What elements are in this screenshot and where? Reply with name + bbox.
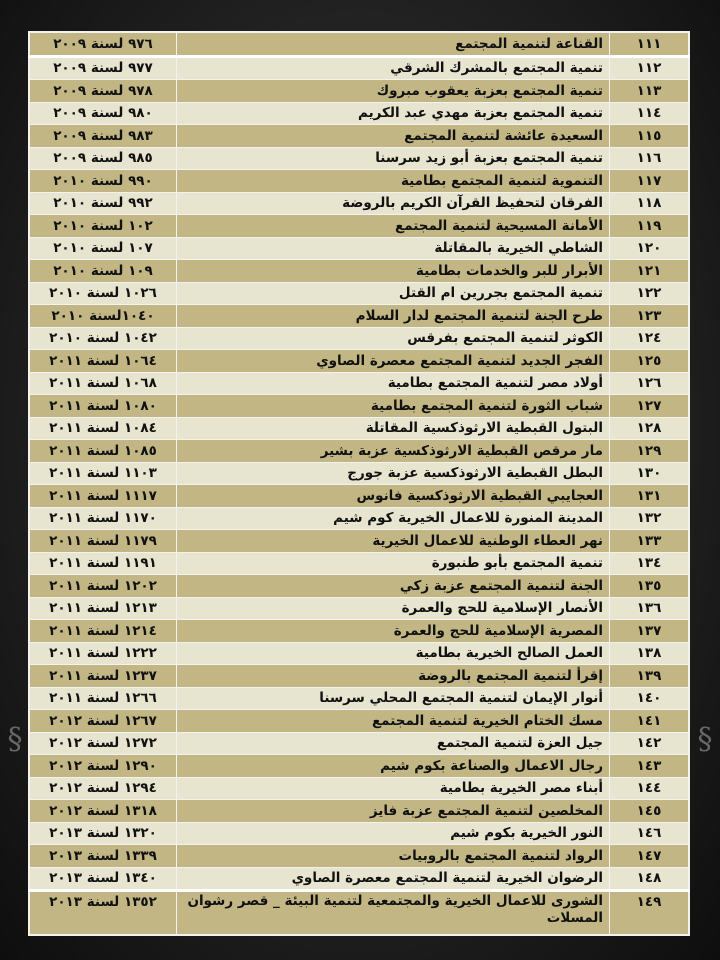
table-row — [29, 642, 689, 665]
row-number-cell: ١١٧ — [610, 170, 690, 193]
table-row — [29, 237, 689, 260]
table-row — [29, 372, 689, 395]
registration-cell: ٩٩٠ لسنة ٢٠١٠ — [29, 170, 177, 193]
association-name-cell: الشورى للاعمال الخيرية والمجتمعية لتنمية البيئة _ قصر رشوان المسلات — [177, 891, 610, 936]
table-row — [29, 507, 689, 530]
registration-cell: ١٢٦٦ لسنة ٢٠١١ — [29, 687, 177, 710]
row-number-cell: ١٢٢ — [610, 282, 690, 305]
registration-cell: ١٠٢ لسنة ٢٠١٠ — [29, 215, 177, 238]
association-name-cell: الشاطي الخيرية بالمقاتلة — [177, 237, 610, 260]
right-scroll-ornament: § — [697, 722, 713, 757]
registration-cell: ١١١٧ لسنة ٢٠١١ — [29, 485, 177, 508]
association-name-cell: أولاد مصر لتنمية المجتمع بطامية — [177, 372, 610, 395]
row-number-cell: ١٤٢ — [610, 732, 690, 755]
registration-cell: ١١٠٣ لسنة ٢٠١١ — [29, 462, 177, 485]
registration-cell: ١٢١٣ لسنة ٢٠١١ — [29, 597, 177, 620]
row-number-cell: ١٤٣ — [610, 755, 690, 778]
registration-cell: ١٢٦٧ لسنة ٢٠١٢ — [29, 710, 177, 733]
table-row — [29, 800, 689, 823]
association-name-cell: تنمية المجتمع بالمشرك الشرقي — [177, 56, 610, 80]
registration-cell: ١٢٧٢ لسنة ٢٠١٢ — [29, 732, 177, 755]
association-name-cell: الكوثر لتنمية المجتمع بفرقس — [177, 327, 610, 350]
row-number-cell: ١٣١ — [610, 485, 690, 508]
registration-cell: ١٢٩٤ لسنة ٢٠١٢ — [29, 777, 177, 800]
row-number-cell: ١٢٣ — [610, 305, 690, 328]
association-name-cell: طرح الجنة لتنمية المجتمع لدار السلام — [177, 305, 610, 328]
registration-cell: ١٢١٤ لسنة ٢٠١١ — [29, 620, 177, 643]
row-number-cell: ١٣٧ — [610, 620, 690, 643]
association-name-cell: تنمية المجتمع بعزبة مهدي عبد الكريم — [177, 102, 610, 125]
table-row — [29, 687, 689, 710]
table-row — [29, 597, 689, 620]
row-number-cell: ١٣٥ — [610, 575, 690, 598]
table-row — [29, 485, 689, 508]
table-row — [29, 147, 689, 170]
registration-cell: ١٠٧ لسنة ٢٠١٠ — [29, 237, 177, 260]
row-number-cell: ١٣٨ — [610, 642, 690, 665]
row-number-cell: ١١٥ — [610, 125, 690, 148]
table-row — [29, 620, 689, 643]
row-number-cell: ١٢٥ — [610, 350, 690, 373]
association-name-cell: الأمانة المسيحية لتنمية المجتمع — [177, 215, 610, 238]
association-name-cell: أنوار الإيمان لتنمية المجتمع المحلي سرسنا — [177, 687, 610, 710]
row-number-cell: ١٣٣ — [610, 530, 690, 553]
row-number-cell: ١٣٤ — [610, 552, 690, 575]
row-number-cell: ١٣٦ — [610, 597, 690, 620]
table-row — [29, 552, 689, 575]
association-name-cell: الأبرار للبر والخدمات بطامية — [177, 260, 610, 283]
table-row — [29, 282, 689, 305]
registration-cell: ١٠٢٦ لسنة ٢٠١٠ — [29, 282, 177, 305]
row-number-cell: ١٢٠ — [610, 237, 690, 260]
registration-cell: ١٠٨٠ لسنة ٢٠١١ — [29, 395, 177, 418]
table-row — [29, 102, 689, 125]
registration-cell: ١٠٦٤ لسنة ٢٠١١ — [29, 350, 177, 373]
row-number-cell: ١٢٨ — [610, 417, 690, 440]
association-name-cell: النور الخيرية بكوم شيم — [177, 822, 610, 845]
registration-cell: ١٣٣٩ لسنة ٢٠١٣ — [29, 845, 177, 868]
association-name-cell: الفرقان لتحفيظ القرآن الكريم بالروضة — [177, 192, 610, 215]
table-row — [29, 845, 689, 868]
row-number-cell: ١٢٧ — [610, 395, 690, 418]
table-row — [29, 755, 689, 778]
registration-cell: ١٢٠٢ لسنة ٢٠١١ — [29, 575, 177, 598]
association-name-cell: البطل القبطية الارثوذكسية عزبة جورج — [177, 462, 610, 485]
registration-cell: ٩٨٠ لسنة ٢٠٠٩ — [29, 102, 177, 125]
table-row — [29, 80, 689, 103]
table-row — [29, 192, 689, 215]
registration-cell: ٩٧٨ لسنة ٢٠٠٩ — [29, 80, 177, 103]
table-row — [29, 260, 689, 283]
association-name-cell: تنمية المجتمع بجررين ام القتل — [177, 282, 610, 305]
association-name-cell: الفجر الجديد لتنمية المجتمع معصرة الصاوي — [177, 350, 610, 373]
association-name-cell: الجنة لتنمية المجتمع عزبة زكي — [177, 575, 610, 598]
table-row — [29, 215, 689, 238]
registration-cell: ١٢٢٢ لسنة ٢٠١١ — [29, 642, 177, 665]
table-row — [29, 732, 689, 755]
registration-cell: ١١٧٩ لسنة ٢٠١١ — [29, 530, 177, 553]
association-name-cell: إقرأ لتنمية المجتمع بالروضة — [177, 665, 610, 688]
row-number-cell: ١١٦ — [610, 147, 690, 170]
row-number-cell: ١٣٠ — [610, 462, 690, 485]
table-row — [29, 125, 689, 148]
table-row — [29, 305, 689, 328]
table-row — [29, 891, 689, 936]
row-number-cell: ١٢٤ — [610, 327, 690, 350]
registration-cell: ٩٩٢ لسنة ٢٠١٠ — [29, 192, 177, 215]
table-row — [29, 462, 689, 485]
row-number-cell: ١١١ — [610, 32, 690, 56]
association-name-cell: العمل الصالح الخيرية بطامية — [177, 642, 610, 665]
association-name-cell: شباب الثورة لتنمية المجتمع بطامية — [177, 395, 610, 418]
association-name-cell: المدينة المنورة للاعمال الخيرية كوم شيم — [177, 507, 610, 530]
row-number-cell: ١٤٤ — [610, 777, 690, 800]
association-name-cell: القناعة لتنمية المجتمع — [177, 32, 610, 56]
row-number-cell: ١٤٥ — [610, 800, 690, 823]
association-name-cell: تنمية المجتمع بأبو طنبورة — [177, 552, 610, 575]
association-name-cell: تنمية المجتمع بعزبة أبو زيد سرسنا — [177, 147, 610, 170]
registration-cell: ١٢٣٧ لسنة ٢٠١١ — [29, 665, 177, 688]
registration-cell: ١٢٩٠ لسنة ٢٠١٢ — [29, 755, 177, 778]
table-row — [29, 56, 689, 80]
table-row — [29, 665, 689, 688]
association-name-cell: التنموية لتنمية المجتمع بطامية — [177, 170, 610, 193]
table-row — [29, 530, 689, 553]
registration-cell: ١٠٨٥ لسنة ٢٠١١ — [29, 440, 177, 463]
table-row — [29, 777, 689, 800]
association-name-cell: البتول القبطية الارثوذكسية المقاتلة — [177, 417, 610, 440]
association-name-cell: الأنصار الإسلامية للحج والعمرة — [177, 597, 610, 620]
association-name-cell: رجال الاعمال والصناعة بكوم شيم — [177, 755, 610, 778]
row-number-cell: ١١٣ — [610, 80, 690, 103]
association-name-cell: مار مرقص القبطية الارثوذكسية عزبة بشير — [177, 440, 610, 463]
registration-cell: ١١٧٠ لسنة ٢٠١١ — [29, 507, 177, 530]
registration-cell: ١٣٢٠ لسنة ٢٠١٣ — [29, 822, 177, 845]
row-number-cell: ١٢٩ — [610, 440, 690, 463]
row-number-cell: ١١٢ — [610, 56, 690, 80]
association-name-cell: المصرية الإسلامية للحج والعمرة — [177, 620, 610, 643]
association-name-cell: جيل العزة لتنمية المجتمع — [177, 732, 610, 755]
row-number-cell: ١١٤ — [610, 102, 690, 125]
row-number-cell: ١٣٢ — [610, 507, 690, 530]
row-number-cell: ١١٨ — [610, 192, 690, 215]
row-number-cell: ١٢٦ — [610, 372, 690, 395]
registration-cell: ٩٨٥ لسنة ٢٠٠٩ — [29, 147, 177, 170]
row-number-cell: ١٤٨ — [610, 867, 690, 891]
row-number-cell: ١٤٩ — [610, 891, 690, 936]
table-row — [29, 395, 689, 418]
association-name-cell: مسك الختام الخيرية لتنمية المجتمع — [177, 710, 610, 733]
table-row — [29, 867, 689, 891]
table-row — [29, 417, 689, 440]
association-name-cell: نهر العطاء الوطنية للاعمال الخيرية — [177, 530, 610, 553]
registration-cell: ١٣١٨ لسنة ٢٠١٢ — [29, 800, 177, 823]
row-number-cell: ١٣٩ — [610, 665, 690, 688]
row-number-cell: ١٤٠ — [610, 687, 690, 710]
registration-cell: ١١٩١ لسنة ٢٠١١ — [29, 552, 177, 575]
registration-cell: ١٣٤٠ لسنة ٢٠١٣ — [29, 867, 177, 891]
registration-cell: ٩٨٣ لسنة ٢٠٠٩ — [29, 125, 177, 148]
association-name-cell: السعيدة عائشة لتنمية المجتمع — [177, 125, 610, 148]
row-number-cell: ١٤٦ — [610, 822, 690, 845]
registration-cell: ١٣٥٢ لسنة ٢٠١٣ — [29, 891, 177, 936]
left-scroll-ornament: § — [7, 722, 23, 757]
table-row — [29, 170, 689, 193]
association-name-cell: المخلصين لتنمية المجتمع عزبة فايز — [177, 800, 610, 823]
row-number-cell: ١٤١ — [610, 710, 690, 733]
row-number-cell: ١٤٧ — [610, 845, 690, 868]
association-name-cell: العجايبي القبطية الارثوذكسية فانوس — [177, 485, 610, 508]
registration-cell: ٩٧٧ لسنة ٢٠٠٩ — [29, 56, 177, 80]
table-row — [29, 327, 689, 350]
registration-cell: ١٠٤٠لسنة ٢٠١٠ — [29, 305, 177, 328]
table-row — [29, 575, 689, 598]
associations-table — [28, 31, 690, 936]
registration-cell: ١٠٤٢ لسنة ٢٠١٠ — [29, 327, 177, 350]
registration-cell: ١٠٨٤ لسنة ٢٠١١ — [29, 417, 177, 440]
association-name-cell: الرواد لتنمية المجتمع بالروبيات — [177, 845, 610, 868]
table-row — [29, 440, 689, 463]
row-number-cell: ١٢١ — [610, 260, 690, 283]
association-name-cell: أبناء مصر الخيرية بطامية — [177, 777, 610, 800]
row-number-cell: ١١٩ — [610, 215, 690, 238]
table-row — [29, 822, 689, 845]
table-row — [29, 32, 689, 56]
registration-cell: ٩٧٦ لسنة ٢٠٠٩ — [29, 32, 177, 56]
association-name-cell: الرضوان الخيرية لتنمية المجتمع معصرة الصاوي — [177, 867, 610, 891]
registration-cell: ١٠٩ لسنة ٢٠١٠ — [29, 260, 177, 283]
table-row — [29, 710, 689, 733]
registration-cell: ١٠٦٨ لسنة ٢٠١١ — [29, 372, 177, 395]
table-row — [29, 350, 689, 373]
association-name-cell: تنمية المجتمع بعزبة يعقوب مبروك — [177, 80, 610, 103]
